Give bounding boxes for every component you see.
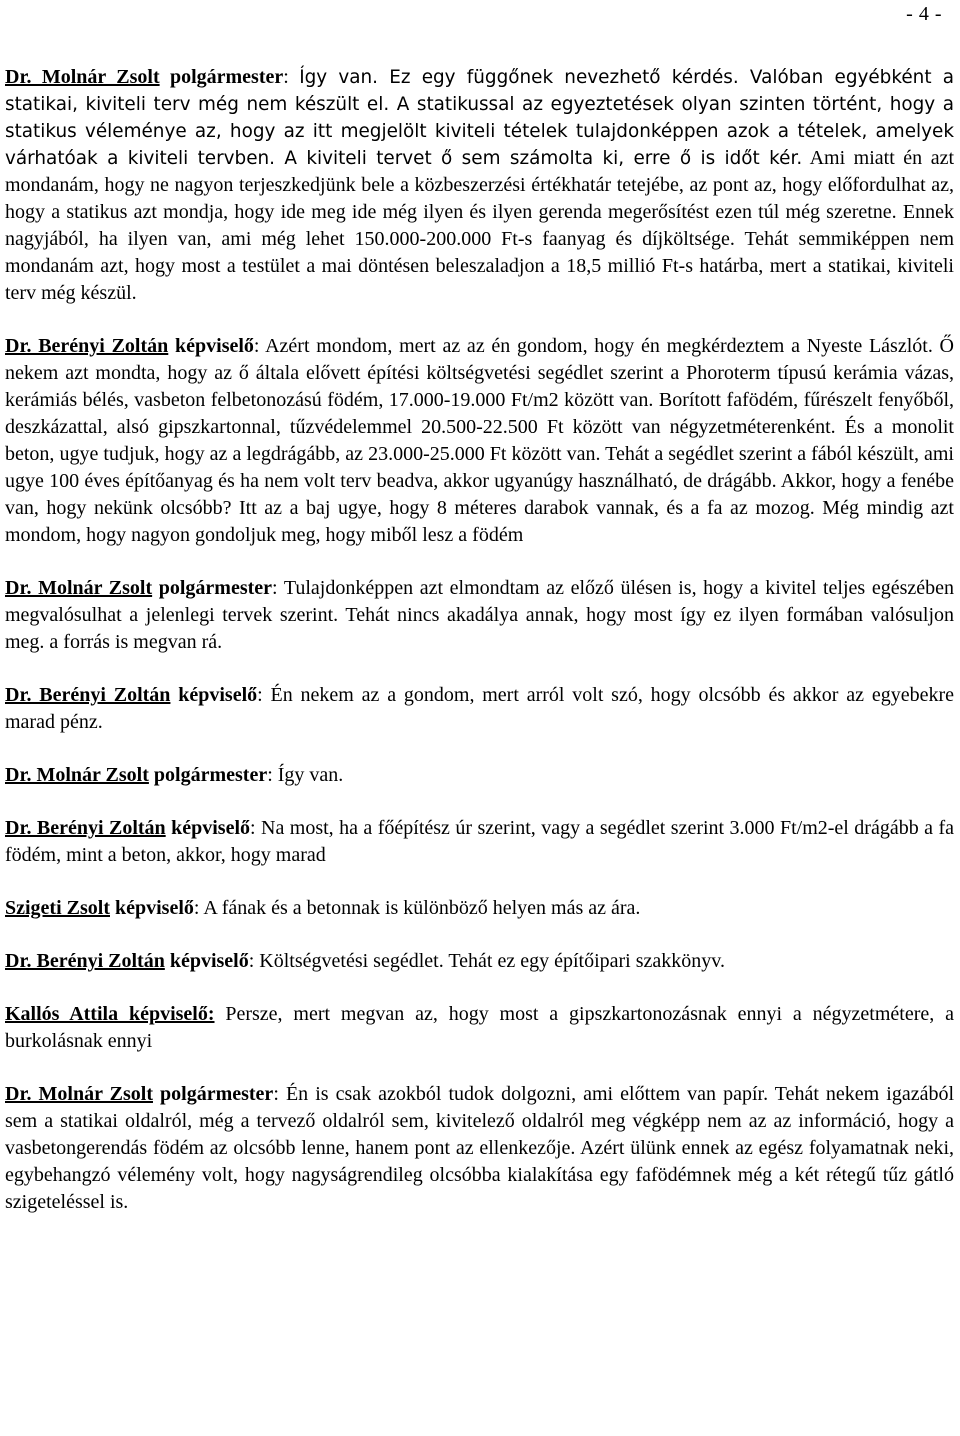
speaker-role: polgármester [152,1083,274,1105]
speaker-role: polgármester [152,577,273,599]
speaker-role: képviselő [164,950,249,972]
speaker-role: polgármester [148,764,268,786]
paragraph-text: Azért mondom, mert az az én gondom, hogy én megkérdeztem a Nyeste Lászlót. Ő nekem azt mondta, hogy az ő általa elővett építési költségvetési segédlet szerint a Phoroterm típusú kerámia vázas, kerámiás bélés, vasbeton felbetonozású födém, 17.000-19.000 Ft/m2 között van. Borított fafödém, fűrészelt fenyőből, deszkázattal, alsó gipszkartonnal, tűzvédelemmel 20.500-22.500 Ft között van négyzetméterenként. És a monolit beton, ugye tudjuk, hogy az a legdrágább, az 23.000-25.000 Ft között van. Tehát a segédlet szerint a fából készült, ami ugye 100 éves építőanyag és ha nem volt terv beadva, akkor ugyanúgy használható, de drágább. Akkor, hogy a fenébe van, hogy nekünk olcsóbb? Itt az a baj ugye, hogy 8 méteres darabok vannak, és a fa az mozog. Még mindig azt mondom, hogy nagyon gondoljuk meg, hogy miből lesz a födém [5,335,954,546]
speaker-separator: : [257,684,271,706]
speaker-name: Dr. Berényi Zoltán [5,335,169,357]
paragraph-text: Ami miatt én azt mondanám, hogy ne nagyon terjeszkedjünk bele a közbeszerzési értékhatár tetejébe, az pont az, hogy előfordulhat az, hogy a statikus azt mondja, hogy ide meg ide még ilyen és ilyen gerenda megerősítést ezen túl még szeretne. Ennek nagyjából, ha ilyen van, ami még lehet 150.000-200.000 Ft-s faanyag és díjköltsége. Tehát semmiképpen nem mondanám azt, hogy most a testület a mai döntésen beleszaladjon a 18,5 millió Ft-s határba, mert a statikai, kiviteli terv még készül. [5,147,954,304]
paragraph-4 [5,682,954,736]
speaker-name: Dr. Molnár Zsolt [5,577,153,599]
paragraph-text: Én nekem az a gondom, mert arról volt szó, hogy olcsóbb és akkor az egyebekre marad pénz. [5,684,954,733]
paragraph-text: Persze, mert megvan az, hogy most a gipszkartonozásnak ennyi a négyzetmétere, a burkolásnak ennyi [5,1003,954,1052]
speaker-separator: : [283,66,300,88]
speaker-role: képviselő [110,897,194,919]
speaker-role: polgármester [159,66,284,88]
speaker-separator: : [273,1083,286,1105]
speaker-separator [215,1003,226,1025]
paragraph-text: Tulajdonképpen azt elmondtam az előző ülésen is, hogy a kivitel teljes egészében megvalósulhat a jelenlegi tervek szerint. Tehát nincs akadálya annak, hogy most így ez ilyen formában valósuljon meg. a forrás is megvan rá. [5,577,954,653]
paragraph-text: Költségvetési segédlet. Tehát ez egy építőipari szakkönyv. [259,950,725,972]
speaker-separator: : [248,950,260,972]
speaker-role: képviselő [165,817,251,839]
speaker-role: képviselő [168,335,254,357]
paragraph-8 [5,948,954,975]
speaker-name: Dr. Berényi Zoltán [5,950,165,972]
paragraph-1 [5,64,954,307]
paragraph-6 [5,815,954,869]
paragraph-2 [5,333,954,549]
speaker-separator: : [253,335,266,357]
paragraph-text: Így van. [277,764,344,786]
speaker-name: Dr. Molnár Zsolt [5,66,160,88]
speaker-name: Kallós Attila képviselő: [5,1003,215,1025]
speaker-name: Dr. Molnár Zsolt [5,764,149,786]
paragraph-7 [5,895,954,922]
speaker-name: Dr. Molnár Zsolt [5,1083,153,1105]
minutes-body [5,64,954,1242]
speaker-separator: : [193,897,204,919]
speaker-separator: : [250,817,262,839]
paragraph-text: Na most, ha a főépítész úr szerint, vagy a segédlet szerint 3.000 Ft/m2-el drágább a fa födém, mint a beton, akkor, hogy marad [5,817,954,866]
paragraph-text: Én is csak azokból tudok dolgozni, ami előttem van papír. Tehát nekem igazából sem a statikai oldalról, még a tervező oldalról sem, kivitelező oldalról meg végképp nem az az információ, hogy a vasbetongerendás födém az olcsóbb lenne, hanem pont az ellenkezője. Azért ülünk ennek az egész folyamatnak neki, egybehangzó vélemény volt, hogy nagyságrendileg olcsóbba kialakítása egy fafödémnek még a két rétegű tűz gátló szigeteléssel is. [5,1083,955,1213]
paragraph-9 [5,1001,954,1055]
speaker-separator: : [272,577,284,599]
speaker-name: Szigeti Zsolt [5,897,110,919]
paragraph-3 [5,575,954,656]
paragraph-5 [5,762,954,789]
speaker-name: Dr. Berényi Zoltán [5,817,166,839]
paragraph-text-lead: Így van. Ez egy függőnek nevezhető kérdés. Valóban egyébként a statikai, kiviteli terv még nem készült el. A statikussal az egyeztetések olyan szinten történt, hogy a statikus véleménye az, hogy az itt megjelölt kiviteli tételek tulajdonképpen azok a tételek, amelyek várhatóak a kiviteli tervben. A kiviteli tervet ő sem számolta ki, erre ő is időt kér. [5,67,955,169]
speaker-name: Dr. Berényi Zoltán [5,684,171,706]
speaker-separator: : [267,764,278,786]
paragraph-text: A fának és a betonnak is különböző helyen más az ára. [203,897,641,919]
paragraph-10 [5,1081,954,1216]
page-number: - 4 - [906,3,942,25]
speaker-role: képviselő [170,684,258,706]
